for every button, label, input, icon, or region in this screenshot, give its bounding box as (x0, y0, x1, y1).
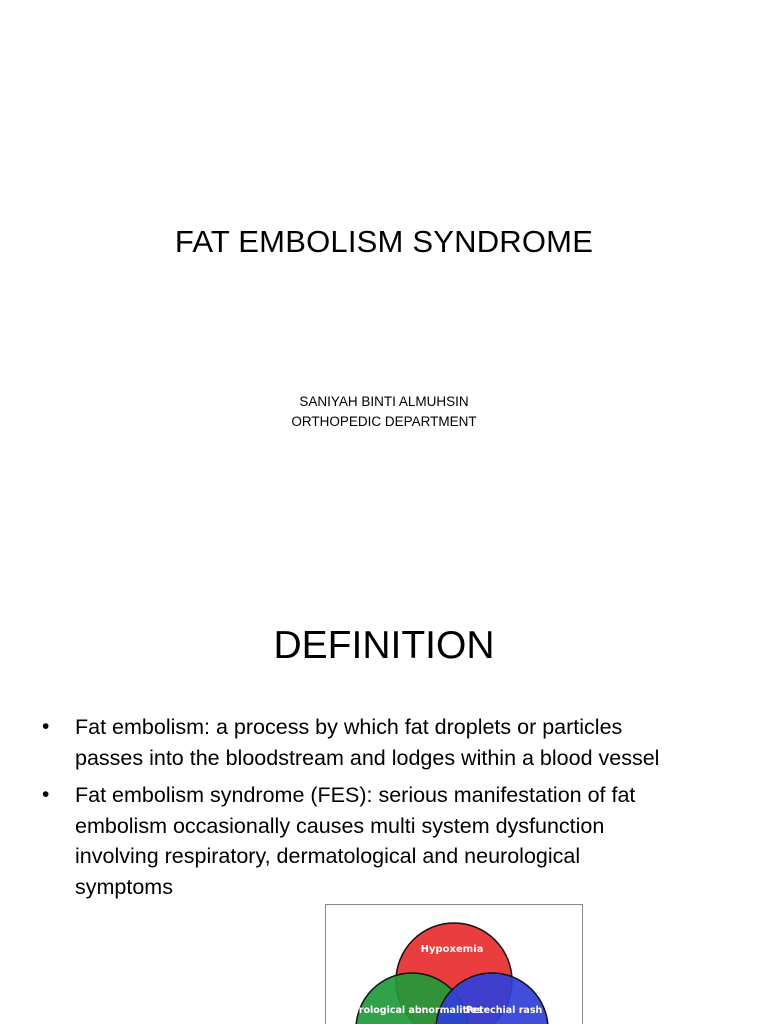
subtitle-block (0, 392, 768, 432)
bullet-item (40, 712, 740, 773)
venn-diagram-figure (325, 904, 583, 1024)
bullet-line: embolism occasionally causes multi system dysfunction (75, 813, 605, 838)
bullet-line: symptoms (75, 874, 173, 899)
venn-label-petechial: Petechial rash (465, 1005, 543, 1016)
bullet-marker: • (42, 783, 50, 806)
venn-diagram (326, 905, 582, 1024)
bullet-line: passes into the bloodstream and lodges within a blood vessel (75, 745, 660, 770)
bullet-marker: • (42, 715, 50, 738)
department-name: ORTHOPEDIC DEPARTMENT (291, 414, 477, 429)
bullet-line: Fat embolism: a process by which fat droplets or particles (75, 715, 623, 739)
venn-label-neurological: Neurological abnormalities (337, 1005, 483, 1016)
definition-slide (0, 576, 768, 1024)
venn-label-hypoxemia: Hypoxemia (420, 944, 484, 955)
bullet-line: Fat embolism syndrome (FES): serious manifestation of fat (75, 783, 636, 807)
presentation-title: FAT EMBOLISM SYNDROME (174, 224, 594, 259)
slide-title: DEFINITION (273, 624, 495, 667)
bullet-item (40, 780, 740, 902)
bullet-list (40, 712, 740, 909)
bullet-line: involving respiratory, dermatological and neurological (75, 844, 581, 868)
author-name: SANIYAH BINTI ALMUHSIN (299, 394, 469, 409)
